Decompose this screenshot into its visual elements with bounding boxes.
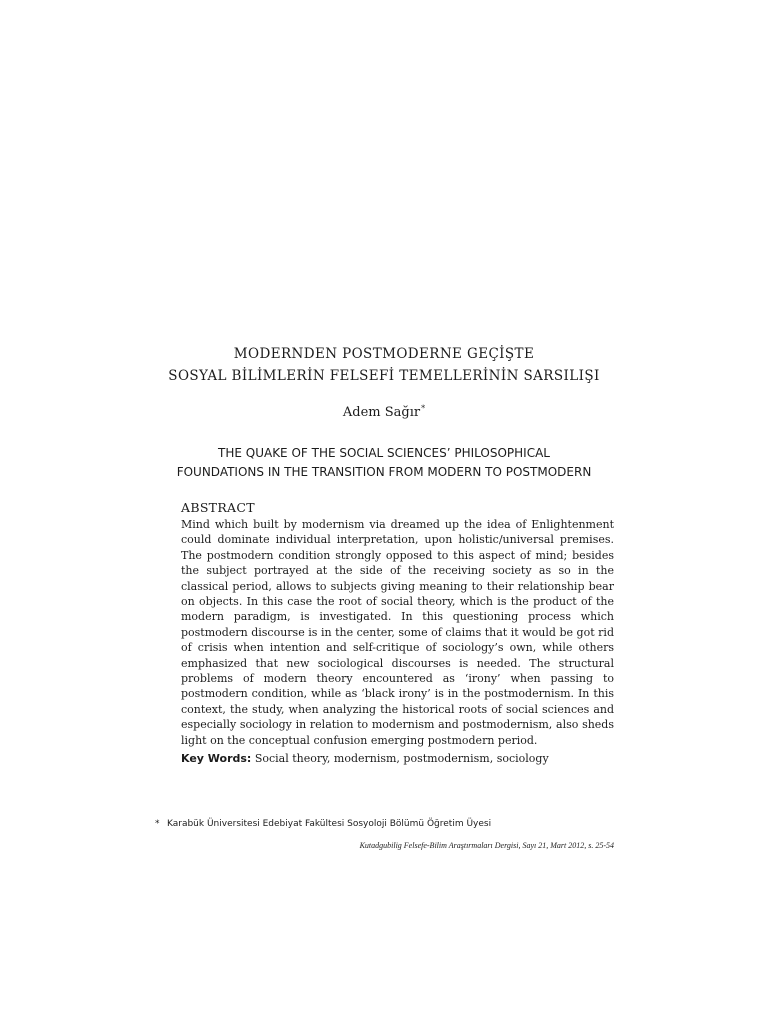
keywords [181,752,614,765]
abstract-heading: ABSTRACT [181,500,255,515]
author [100,404,668,420]
journal-citation: Kutadgubilig Felsefe-Bilim Araştırmaları Dergisi, Sayı 21, Mart 2012, s. 25-54 [359,841,614,850]
author-footnote-mark: * [421,404,426,413]
footnote-text: Karabük Üniversitesi Edebiyat Fakültesi Sosyoloji Bölümü Öğretim Üyesi [167,819,492,829]
title-english-line2: FOUNDATIONS IN THE TRANSITION FROM MODERN TO POSTMODERN [176,465,592,479]
author-name: Adem Sağır [342,405,421,420]
title-turkish-line1: MODERNDEN POSTMODERNE GEÇİŞTE [233,346,535,362]
keywords-list: Social theory, modernism, postmodernism, sociology [254,752,549,765]
abstract-body: Mind which built by modernism via dreamed up the idea of Enlightenment could dominate individual interpretation, upon holistic/universal premises. The postmodern condition strongly opposed to this aspect of mind; besides the subject portrayed at the side of the receiving society as so in the classical period, allows to subjects giving meaning to their relationship bear on objects. In this case the root of social theory, which is the product of the modern paradigm, is investigated. In this questioning process which postmodern discourse is in the center, some of claims that it would be got rid of crisis when intention and self-critique of sociology’s own, while others emphasized that new sociological discourses is needed. The structural problems of modern theory encountered as ‘irony’ when passing to postmodern condition, while as ‘black irony’ is in the postmodernism. In this context, the study, when analyzing the historical roots of social sciences and especially sociology in relation to modernism and postmodernism, also sheds light on the conceptual confusion emerging postmodern period. [181,518,614,747]
title-turkish-line2: SOSYAL BİLİMLERİN FELSEFİ TEMELLERİNİN SARSILIŞI [168,368,600,384]
title-english-line1: THE QUAKE OF THE SOCIAL SCIENCES’ PHILOSOPHICAL [218,446,550,460]
footnote [155,819,491,829]
footnote-mark: * [155,819,160,829]
keywords-label: Key Words: [181,752,252,765]
